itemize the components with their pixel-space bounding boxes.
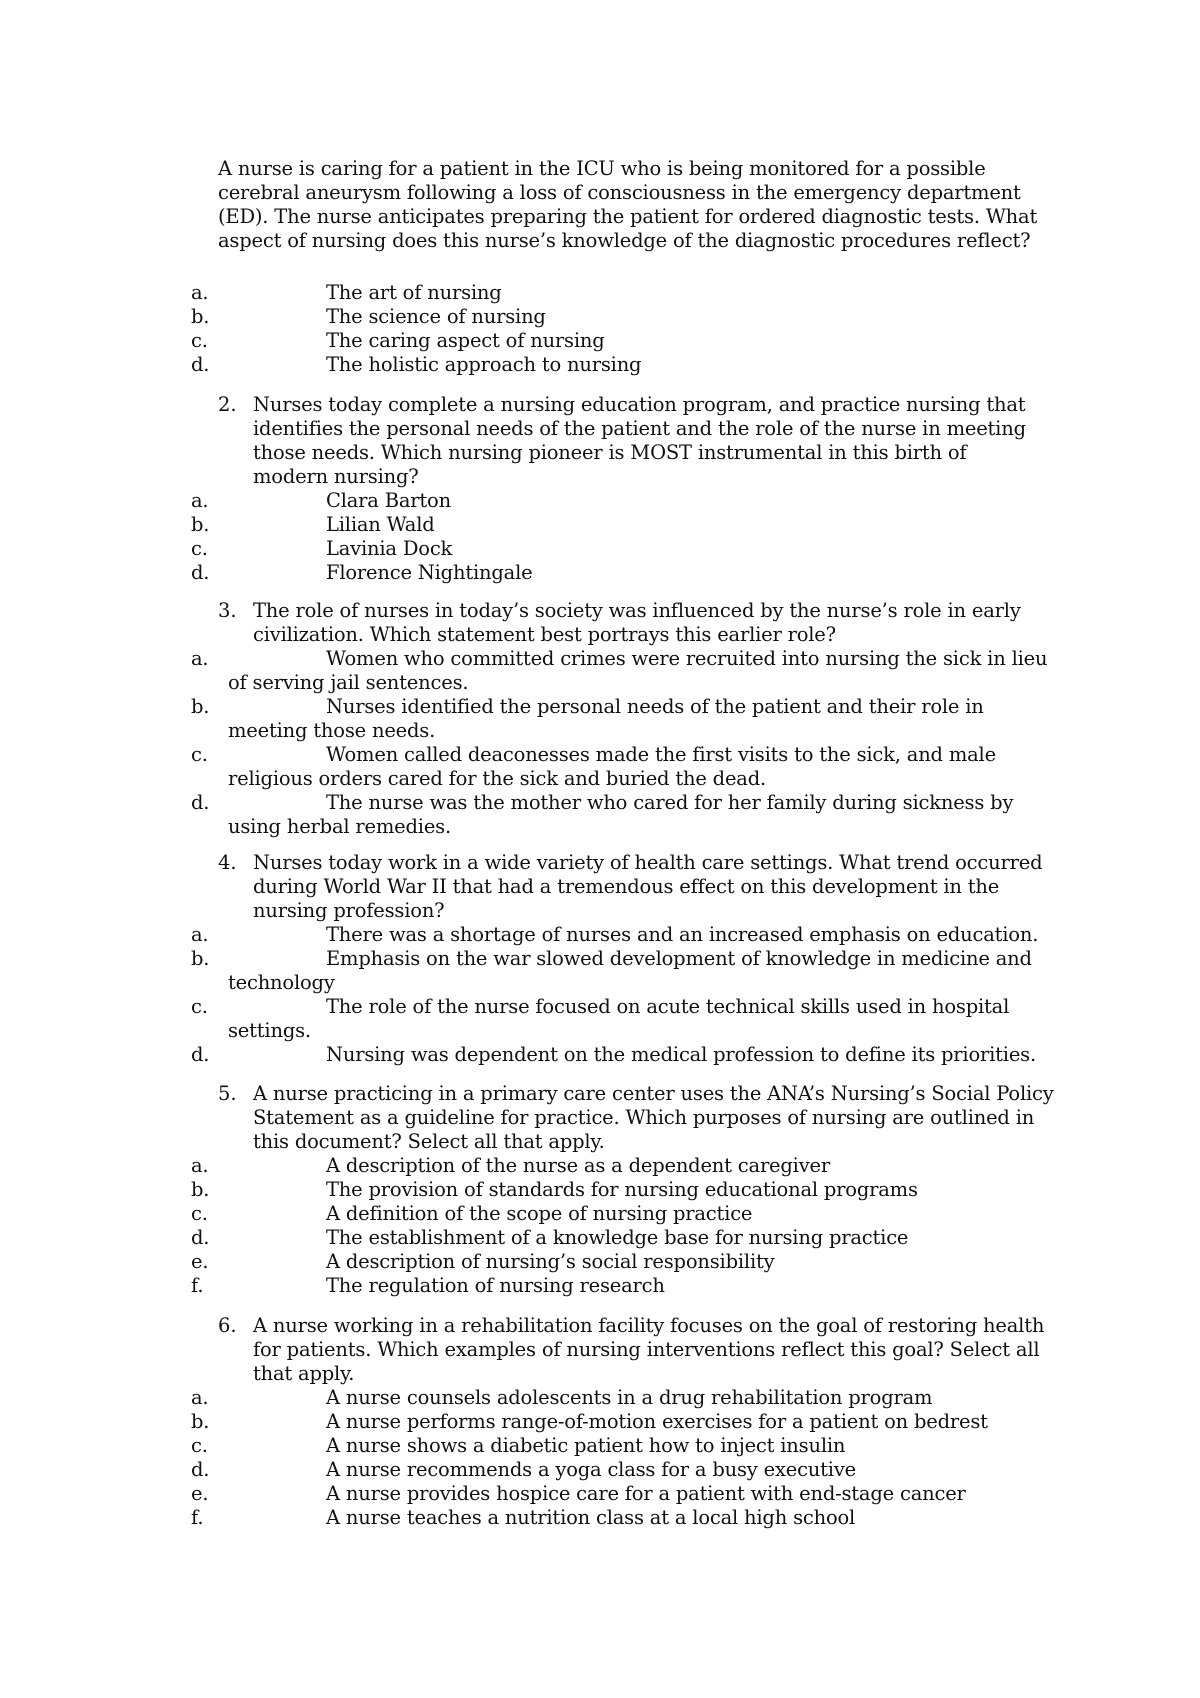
- option-letter: b.: [191, 1178, 210, 1201]
- question-number: 4.: [218, 851, 237, 874]
- option-text: Clara Barton: [326, 489, 451, 512]
- question-stem-line: that apply.: [253, 1362, 355, 1385]
- option-text-continued: religious orders cared for the sick and buried the dead.: [228, 767, 766, 790]
- option-letter: c.: [191, 1202, 208, 1225]
- option-text: The regulation of nursing research: [326, 1274, 665, 1297]
- question-stem-line: cerebral aneurysm following a loss of consciousness in the emergency department: [218, 181, 1021, 204]
- option-letter: a.: [191, 489, 209, 512]
- option-letter: f.: [191, 1274, 204, 1297]
- question-number: 3.: [218, 599, 237, 622]
- option-text: Emphasis on the war slowed development of knowledge in medicine and: [326, 947, 1032, 970]
- option-letter: a.: [191, 1386, 209, 1409]
- question-stem-line: A nurse practicing in a primary care center uses the ANA’s Nursing’s Social Policy: [253, 1082, 1054, 1105]
- question-stem-line: this document? Select all that apply.: [253, 1130, 605, 1153]
- option-text-continued: settings.: [228, 1019, 311, 1042]
- option-letter: f.: [191, 1506, 204, 1529]
- option-text: The nurse was the mother who cared for her family during sickness by: [326, 791, 1014, 814]
- option-text: The art of nursing: [326, 281, 502, 304]
- option-letter: a.: [191, 1154, 209, 1177]
- option-letter: a.: [191, 923, 209, 946]
- option-letter: c.: [191, 995, 208, 1018]
- option-text-continued: meeting those needs.: [228, 719, 436, 742]
- option-text: Lilian Wald: [326, 513, 435, 536]
- question-stem-line: modern nursing?: [253, 465, 419, 488]
- option-letter: e.: [191, 1250, 209, 1273]
- question-stem-line: those needs. Which nursing pioneer is MOST instrumental in this birth of: [253, 441, 967, 464]
- option-text: A description of the nurse as a dependent caregiver: [326, 1154, 830, 1177]
- question-number: 5.: [218, 1082, 237, 1105]
- question-stem-line: Nurses today complete a nursing education program, and practice nursing that: [253, 393, 1026, 416]
- option-letter: d.: [191, 1043, 210, 1066]
- question-stem-line: A nurse is caring for a patient in the ICU who is being monitored for a possible: [218, 157, 986, 180]
- option-text: Lavinia Dock: [326, 537, 453, 560]
- question-stem-line: during World War II that had a tremendous effect on this development in the: [253, 875, 1000, 898]
- option-letter: b.: [191, 305, 210, 328]
- question-stem-line: nursing profession?: [253, 899, 445, 922]
- question-number: 2.: [218, 393, 237, 416]
- option-text: There was a shortage of nurses and an increased emphasis on education.: [326, 923, 1039, 946]
- option-text: The role of the nurse focused on acute technical skills used in hospital: [326, 995, 1010, 1018]
- option-letter: c.: [191, 537, 208, 560]
- option-text: The science of nursing: [326, 305, 546, 328]
- option-text: The holistic approach to nursing: [326, 353, 642, 376]
- option-text: Florence Nightingale: [326, 561, 533, 584]
- option-text: Nurses identified the personal needs of the patient and their role in: [326, 695, 984, 718]
- option-letter: b.: [191, 513, 210, 536]
- option-text: Nursing was dependent on the medical profession to define its priorities.: [326, 1043, 1036, 1066]
- question-stem-line: civilization. Which statement best portrays this earlier role?: [253, 623, 836, 646]
- option-letter: b.: [191, 695, 210, 718]
- option-letter: c.: [191, 743, 208, 766]
- option-text-continued: of serving jail sentences.: [228, 671, 469, 694]
- option-text: A nurse teaches a nutrition class at a local high school: [326, 1506, 856, 1529]
- option-text: A nurse shows a diabetic patient how to inject insulin: [326, 1434, 846, 1457]
- option-letter: d.: [191, 353, 210, 376]
- option-text-continued: technology: [228, 971, 335, 994]
- question-stem-line: Nurses today work in a wide variety of health care settings. What trend occurred: [253, 851, 1043, 874]
- option-text: The caring aspect of nursing: [326, 329, 605, 352]
- option-text: Women who committed crimes were recruited into nursing the sick in lieu: [326, 647, 1048, 670]
- option-text-continued: using herbal remedies.: [228, 815, 451, 838]
- option-text: A nurse counsels adolescents in a drug rehabilitation program: [326, 1386, 933, 1409]
- question-stem-line: A nurse working in a rehabilitation facility focuses on the goal of restoring health: [253, 1314, 1045, 1337]
- option-letter: b.: [191, 1410, 210, 1433]
- option-text: The establishment of a knowledge base for nursing practice: [326, 1226, 909, 1249]
- option-text: A nurse performs range-of-motion exercises for a patient on bedrest: [326, 1410, 988, 1433]
- question-stem-line: for patients. Which examples of nursing interventions reflect this goal? Select all: [253, 1338, 1040, 1361]
- question-stem-line: identifies the personal needs of the patient and the role of the nurse in meeting: [253, 417, 1026, 440]
- option-text: The provision of standards for nursing educational programs: [326, 1178, 918, 1201]
- option-letter: d.: [191, 791, 210, 814]
- question-stem-line: The role of nurses in today’s society was influenced by the nurse’s role in early: [253, 599, 1021, 622]
- option-text: Women called deaconesses made the first visits to the sick, and male: [326, 743, 996, 766]
- option-text: A nurse recommends a yoga class for a busy executive: [326, 1458, 856, 1481]
- option-letter: a.: [191, 281, 209, 304]
- option-letter: e.: [191, 1482, 209, 1505]
- question-stem-line: (ED). The nurse anticipates preparing the patient for ordered diagnostic tests. What: [218, 205, 1038, 228]
- option-letter: d.: [191, 1226, 210, 1249]
- option-text: A description of nursing’s social responsibility: [326, 1250, 775, 1273]
- option-letter: d.: [191, 561, 210, 584]
- option-text: A definition of the scope of nursing practice: [326, 1202, 753, 1225]
- question-number: 6.: [218, 1314, 237, 1337]
- option-text: A nurse provides hospice care for a patient with end-stage cancer: [326, 1482, 966, 1505]
- option-letter: a.: [191, 647, 209, 670]
- option-letter: d.: [191, 1458, 210, 1481]
- option-letter: c.: [191, 1434, 208, 1457]
- option-letter: b.: [191, 947, 210, 970]
- option-letter: c.: [191, 329, 208, 352]
- question-stem-line: aspect of nursing does this nurse’s knowledge of the diagnostic procedures reflect?: [218, 229, 1031, 252]
- question-stem-line: Statement as a guideline for practice. Which purposes of nursing are outlined in: [253, 1106, 1035, 1129]
